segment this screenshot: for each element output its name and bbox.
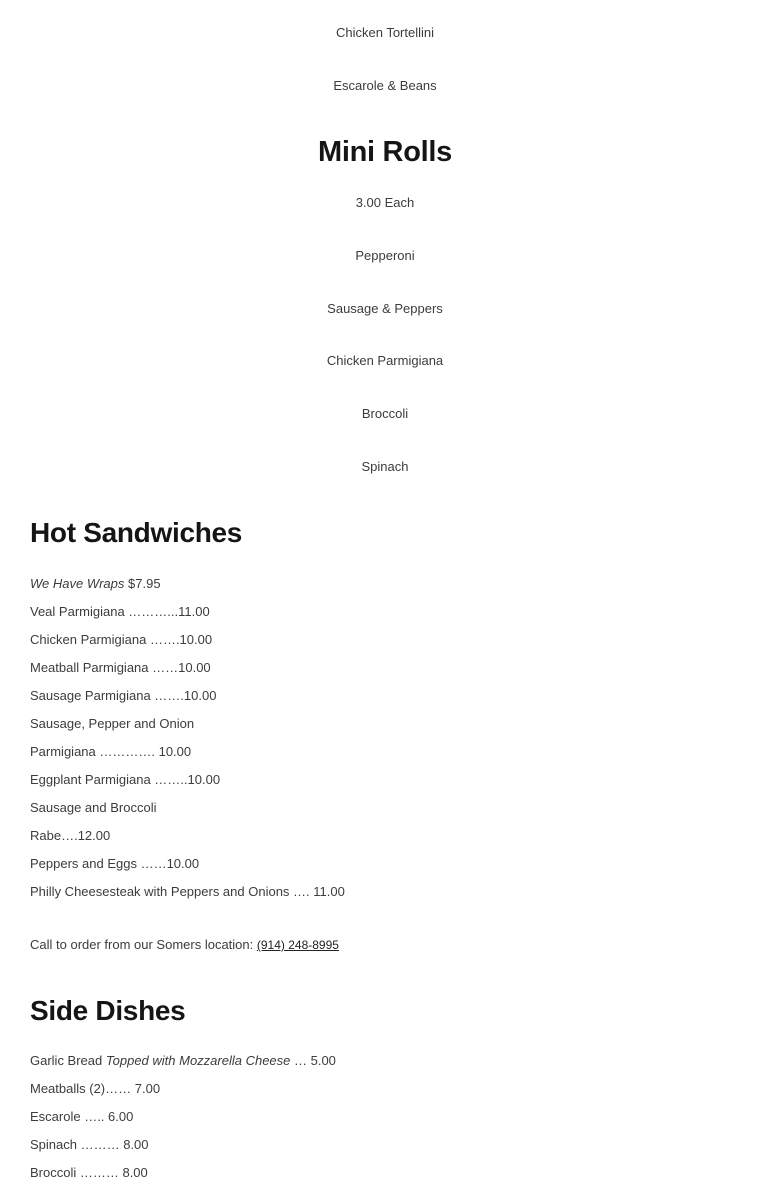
call-to-order: [30, 937, 339, 953]
garlic-bread-name: Garlic Bread: [30, 1053, 106, 1068]
menu-item-sausage-broccoli-rabe: Rabe….12.00: [30, 828, 111, 843]
menu-item-chicken-parmigiana: Chicken Parmigiana …….10.00: [30, 632, 213, 647]
garlic-bread-description: Topped with Mozzarella Cheese: [105, 1053, 291, 1068]
menu-item-spinach: Spinach ……… 8.00: [30, 1137, 149, 1152]
menu-item-sausage-peppers: Sausage & Peppers: [327, 301, 443, 316]
section-title-mini-rolls: Mini Rolls: [318, 136, 452, 168]
call-to-order-text: Call to order from our Somers location:: [30, 937, 257, 952]
menu-item-spinach-roll: Spinach: [361, 459, 409, 474]
wraps-note: [30, 576, 161, 592]
menu-item-escarole: Escarole ….. 6.00: [30, 1109, 134, 1124]
menu-item-sausage-broccoli: Sausage and Broccoli: [30, 800, 157, 815]
menu-item-sausage-pepper-onion: Sausage, Pepper and Onion: [30, 716, 195, 731]
menu-item-meatballs: Meatballs (2)…… 7.00: [30, 1081, 161, 1096]
section-title-hot-sandwiches: Hot Sandwiches: [30, 517, 243, 548]
menu-item-sausage-parmigiana: Sausage Parmigiana …….10.00: [30, 688, 217, 703]
wraps-note-label: We Have Wraps: [30, 576, 125, 591]
mini-rolls-price-note: 3.00 Each: [355, 195, 415, 210]
menu-item-garlic-bread: [30, 1053, 336, 1069]
menu-item-pepperoni: Pepperoni: [355, 248, 415, 263]
menu-item-meatball-parmigiana: Meatball Parmigiana ……10.00: [30, 660, 211, 675]
phone-link[interactable]: (914) 248-8995: [256, 938, 339, 952]
garlic-bread-price: … 5.00: [290, 1053, 336, 1068]
menu-item-broccoli: Broccoli ……… 8.00: [30, 1165, 148, 1180]
section-title-side-dishes: Side Dishes: [30, 995, 186, 1026]
menu-item-peppers-eggs: Peppers and Eggs ……10.00: [30, 856, 200, 871]
wraps-note-price: $7.95: [124, 576, 161, 591]
menu-item-chicken-tortellini: Chicken Tortellini: [335, 25, 435, 40]
menu-item-eggplant-parmigiana: Eggplant Parmigiana ……..10.00: [30, 772, 221, 787]
menu-item-broccoli-roll: Broccoli: [361, 406, 409, 421]
menu-item-veal-parmigiana: Veal Parmigiana ………...11.00: [30, 604, 210, 619]
menu-item-escarole-beans: Escarole & Beans: [333, 78, 437, 93]
menu-item-chicken-parmigiana-roll: Chicken Parmigiana: [326, 353, 444, 368]
menu-item-sausage-pepper-onion-parmigiana: Parmigiana …………. 10.00: [30, 744, 192, 759]
menu-item-philly-cheesesteak: Philly Cheesesteak with Peppers and Onions …. 11.00: [30, 884, 345, 899]
